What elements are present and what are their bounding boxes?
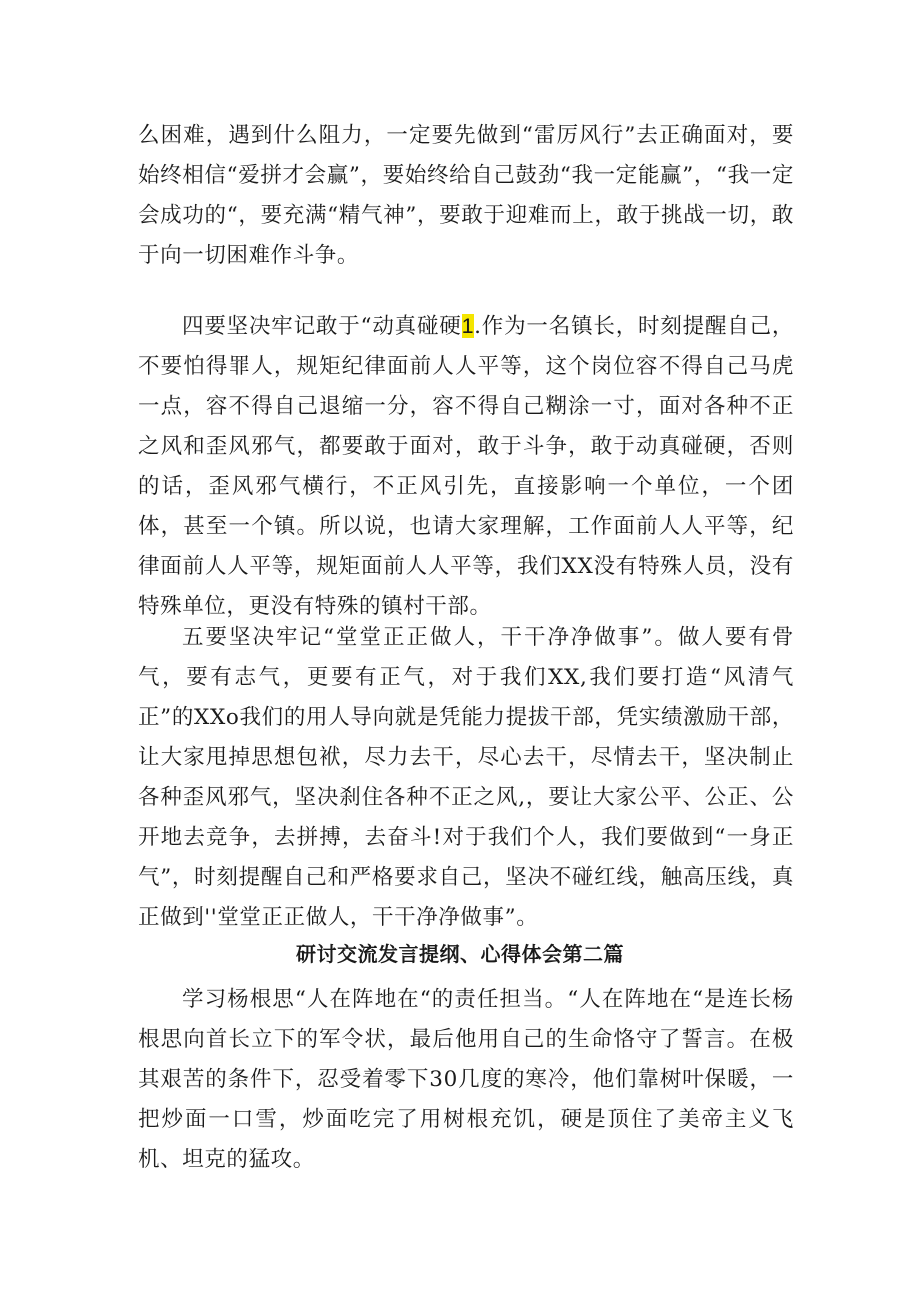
highlighted-marker: 1 bbox=[461, 314, 475, 338]
paragraph-fourth-point bbox=[138, 306, 794, 627]
paragraph-fifth-point: 五要坚决牢记“堂堂正正做人，干干净净做事”。做人要有骨气，要有志气，更要有正气，对于我们XX,我们要打造“风清气正”的XXo我们的用人导向就是凭能力提拔干部，凭实绩激励干部，让大家甩掉思想包袱，尽力去干，尽心去干，尽情去干，坚决制止各种歪风邪气，坚决刹住各种不正之风,，要让大家公平、公正、公开地去竞争，去拼搏，去奋斗!对于我们个人，我们要做到“一身正气”，时刻提醒自己和严格要求自己，坚决不碰红线，触高压线，真正做到''堂堂正正做人，干干净净做事”。 bbox=[138, 625, 794, 930]
paragraph-fourth-point-start: 四要坚决牢记敢于“动真碰硬 bbox=[182, 314, 462, 339]
paragraph-fourth-point-rest: .作为一名镇长，时刻提醒自己，不要怕得罪人，规矩纪律面前人人平等，这个岗位容不得自己马虎一点，容不得自己退缩一分，容不得自己糊涂一寸，面对各种不正之风和歪风邪气，都要敢于面对，敢于斗争，敢于动真碰硬，否则的话，歪风邪气横行，不正风引先，直接影响一个单位，一个团体，甚至一个镇。所以说，也请大家理解，工作面前人人平等，纪律面前人人平等，规矩面前人人平等，我们XX没有特殊人员，没有特殊单位，更没有特殊的镇村干部。 bbox=[138, 314, 794, 619]
section-heading: 研讨交流发言提纲、心得体会第二篇 bbox=[296, 942, 624, 966]
paragraph-perseverance: 么困难，遇到什么阻力，一定要先做到“雷厉风行”去正确面对，要始终相信“爱拼才会赢”，要始终给自己鼓劲“我一定能赢”，“我一定会成功的“，要充满“精气神”，要敢于迎难而上，敢于挑战一切，敢于向一切困难作斗争。 bbox=[138, 123, 794, 268]
paragraph-yang-gensi: 学习杨根思“人在阵地在“的责任担当。“人在阵地在“是连长杨根思向首长立下的军令状，最后他用自己的生命恪守了誓言。在极其艰苦的条件下，忍受着零下30几度的寒冷，他们靠树叶保暖，一把炒面一口雪，炒面吃完了用树根充饥，硬是顶住了美帝主义飞机、坦克的猛攻。 bbox=[138, 987, 794, 1172]
